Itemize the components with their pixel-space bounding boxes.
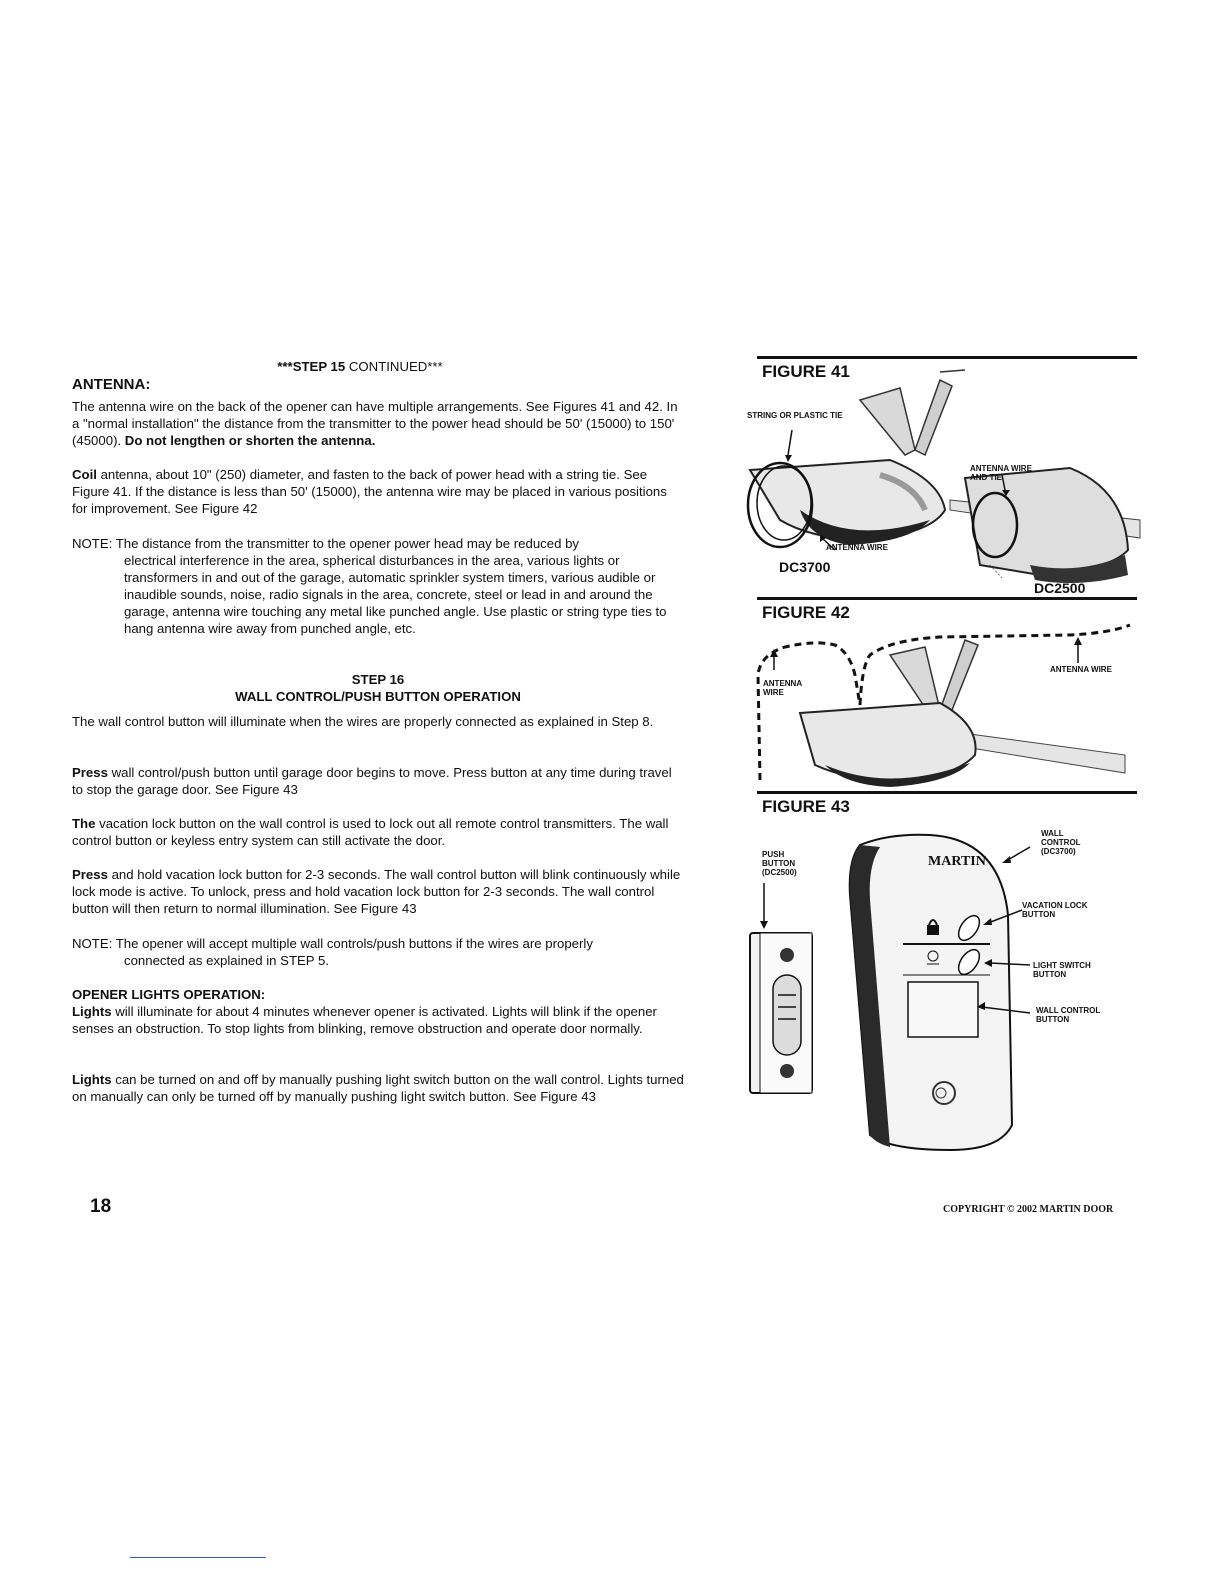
label-antenna-wire-left: ANTENNA WIRE <box>763 679 803 697</box>
step15-heading: ***STEP 15 CONTINUED*** <box>277 359 443 374</box>
label-antenna-wire-tie: ANTENNA WIRE AND TIE <box>970 464 1032 482</box>
copyright: COPYRIGHT © 2002 MARTIN DOOR <box>943 1204 1114 1215</box>
lights-paragraph-1: Lights will illuminate for about 4 minutes whenever opener is activated. Lights will blink if the opener senses an obstruction. To stop lights from blinking, remove obstruction and operate door normally. <box>72 1004 657 1036</box>
step16-heading: STEP 16 WALL CONTROL/PUSH BUTTON OPERATION <box>235 672 521 704</box>
figure-41-rule <box>757 356 1137 359</box>
page-number: 18 <box>90 1196 112 1217</box>
lights-heading: OPENER LIGHTS OPERATION: <box>72 987 266 1002</box>
label-light-switch: LIGHT SWITCH BUTTON <box>1033 961 1091 979</box>
antenna-heading: ANTENNA: <box>72 376 151 393</box>
press-hold-paragraph: Press and hold vacation lock button for 2-3 seconds. The wall control button will blink continuously while lock mode is active. To unlock, press and hold vacation lock button for 2-3 seconds. The wall control button will then return to normal illumination. See Figure 43 <box>72 867 681 916</box>
label-wall-control-button: WALL CONTROL BUTTON <box>1036 1006 1101 1024</box>
figure-42-illustration <box>740 615 1140 795</box>
model-dc3700: DC3700 <box>779 559 831 575</box>
note-interference: NOTE: The distance from the transmitter to the opener power head may be reduced by electrical interference in the area, spherical disturbances in the area, various lights or transformers in and out of the garage, automatic sprinkler system timers, various audible or inaudible sounds, noise, radio signals in the area, concrete, steel or lead in and around the garage, antenna wire touching any metal like punched angle. Use plastic or string type ties to hang antenna wire away from punched angle, etc. <box>72 536 667 636</box>
label-antenna-wire: ANTENNA WIRE <box>826 543 888 552</box>
figure-43-illustration <box>740 825 1140 1160</box>
note-multiple-controls: NOTE: The opener will accept multiple wall controls/push buttons if the wires are properly connected as explained in STEP 5. <box>72 936 593 968</box>
figure-43-title: FIGURE 43 <box>762 797 850 816</box>
label-wall-control: WALL CONTROL (DC3700) <box>1041 829 1081 856</box>
label-push-button: PUSH BUTTON (DC2500) <box>762 850 797 877</box>
figure-42-rule <box>757 597 1137 600</box>
wall-control-paragraph: The wall control button will illuminate when the wires are properly connected as explained in Step 8. <box>72 714 654 729</box>
figure-42-title: FIGURE 42 <box>762 603 850 622</box>
figure-43-rule <box>757 791 1137 794</box>
coil-paragraph: Coil antenna, about 10" (250) diameter, and fasten to the back of power head with a string tie. See Figure 41. If the distance is less than 50' (15000), the antenna wire may be placed in various positions for improvement. See Figure 42 <box>72 467 667 516</box>
label-vacation-lock: VACATION LOCK BUTTON <box>1022 901 1088 919</box>
label-antenna-wire-right: ANTENNA WIRE <box>1050 665 1112 674</box>
figure-41-title: FIGURE 41 <box>762 362 850 381</box>
wall-control-brand: MARTIN <box>928 854 986 869</box>
antenna-paragraph: The antenna wire on the back of the opener can have multiple arrangements. See Figures 41 and 42. In a "normal installation" the distance from the transmitter to the power head should be 50' (15000) to 150' (45000). Do not lengthen or shorten the antenna. <box>72 399 678 448</box>
press-paragraph: Press wall control/push button until garage door begins to move. Press button at any time during travel to stop the garage door. See Figure 43 <box>72 765 672 797</box>
footnote-divider <box>130 1557 266 1558</box>
vacation-paragraph: The vacation lock button on the wall control is used to lock out all remote control transmitters. The wall control button or keyless entry system can still activate the door. <box>72 816 669 848</box>
lights-paragraph-2: Lights can be turned on and off by manually pushing light switch button on the wall control. Lights turned on manually can only be turned off by manually pushing light switch button. See Figure 43 <box>72 1072 684 1104</box>
model-dc2500: DC2500 <box>1034 580 1086 596</box>
label-string-tie: STRING OR PLASTIC TIE <box>747 411 843 420</box>
